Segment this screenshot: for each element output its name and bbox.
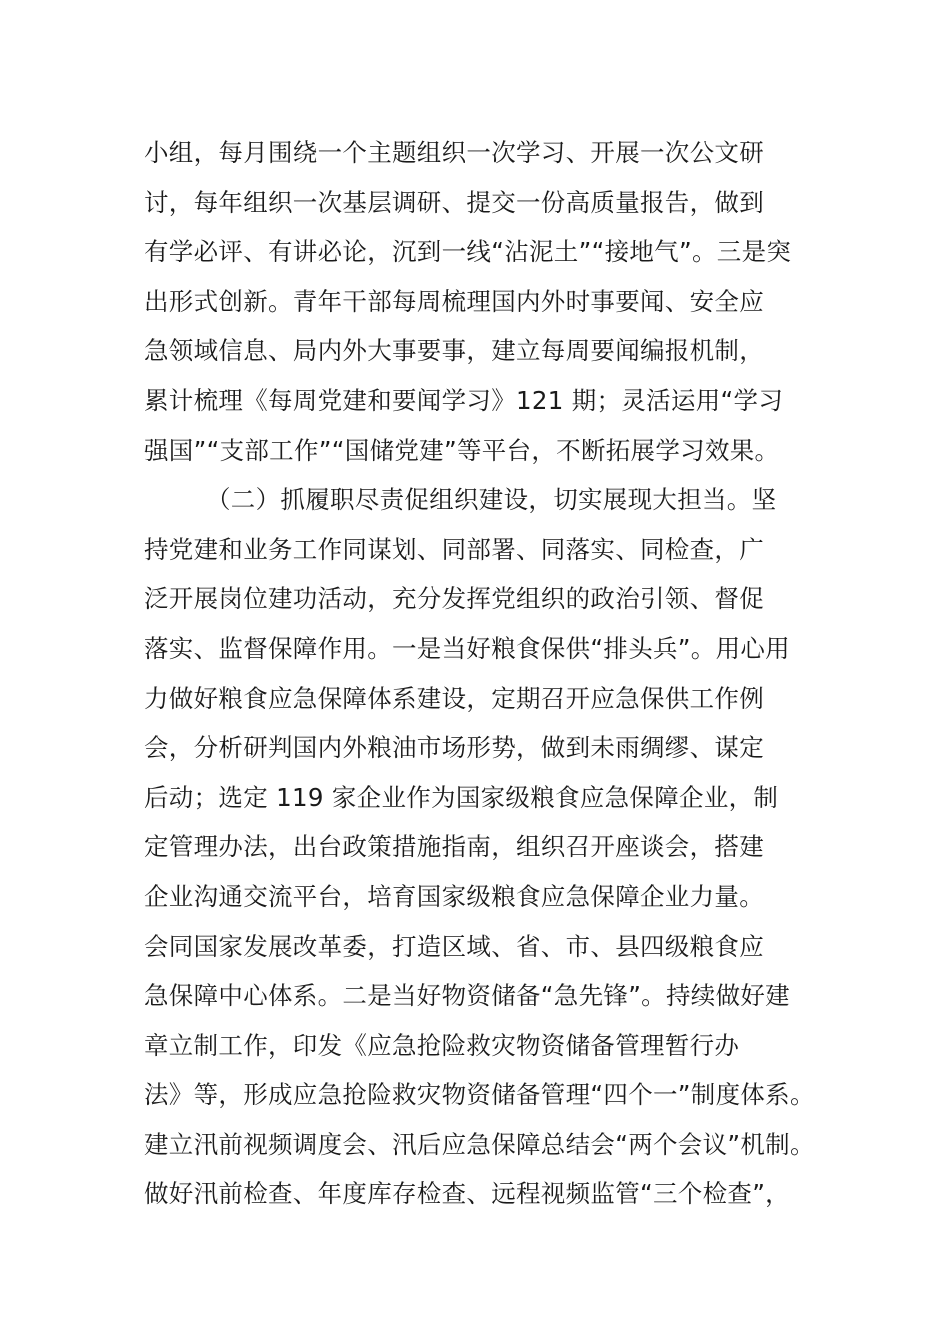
text-line: 会同国家发展改革委，打造区域、省、市、县四级粮食应	[144, 931, 764, 961]
text-line: 建立汛前视频调度会、汛后应急保障总结会“两个会议”机制。	[144, 1129, 815, 1159]
text-line: 小组，每月围绕一个主题组织一次学习、开展一次公文研	[144, 138, 764, 167]
text-line: 落实、监督保障作用。一是当好粮食保供“排头兵”。用心用	[144, 633, 790, 663]
text-line: 法》等，形成应急抢险救灾物资储备管理“四个一”制度体系。	[144, 1080, 815, 1110]
text-line: 急领域信息、局内外大事要事，建立每周要闻编报机制，	[144, 336, 764, 366]
text-line: 泛开展岗位建功活动，充分发挥党组织的政治引领、督促	[144, 584, 764, 614]
text-line: 持党建和业务工作同谋划、同部署、同落实、同检查，广	[144, 534, 764, 564]
text-line: 做好汛前检查、年度库存检查、远程视频监管“三个检查”，	[144, 1179, 790, 1209]
text-line: 企业沟通交流平台，培育国家级粮食应急保障企业力量。	[144, 881, 764, 911]
section-heading-line: （二）抓履职尽责促组织建设，切实展现大担当。坚	[206, 485, 777, 515]
text-line: 累计梳理《每周党建和要闻学习》121 期；灵活运用“学习	[144, 385, 784, 415]
text-line: 强国”“支部工作”“国储党建”等平台，不断拓展学习效果。	[144, 435, 780, 465]
text-line: 有学必评、有讲必论，沉到一线“沾泥土”“接地气”。三是突	[144, 237, 792, 267]
body-text	[144, 128, 834, 1219]
text-line: 定管理办法，出台政策措施指南，组织召开座谈会，搭建	[144, 832, 764, 862]
text-line: 后动；选定 119 家企业作为国家级粮食应急保障企业，制	[144, 782, 779, 812]
text-line: 讨，每年组织一次基层调研、提交一份高质量报告，做到	[144, 187, 764, 217]
text-line: 急保障中心体系。二是当好物资储备“急先锋”。持续做好建	[144, 981, 790, 1011]
text-line: 力做好粮食应急保障体系建设，定期召开应急保供工作例	[144, 683, 764, 713]
text-line: 会，分析研判国内外粮油市场形势，做到未雨绸缪、谋定	[144, 733, 764, 763]
text-line: 出形式创新。青年干部每周梳理国内外时事要闻、安全应	[144, 286, 764, 316]
text-line: 章立制工作，印发《应急抢险救灾物资储备管理暂行办	[144, 1030, 740, 1060]
